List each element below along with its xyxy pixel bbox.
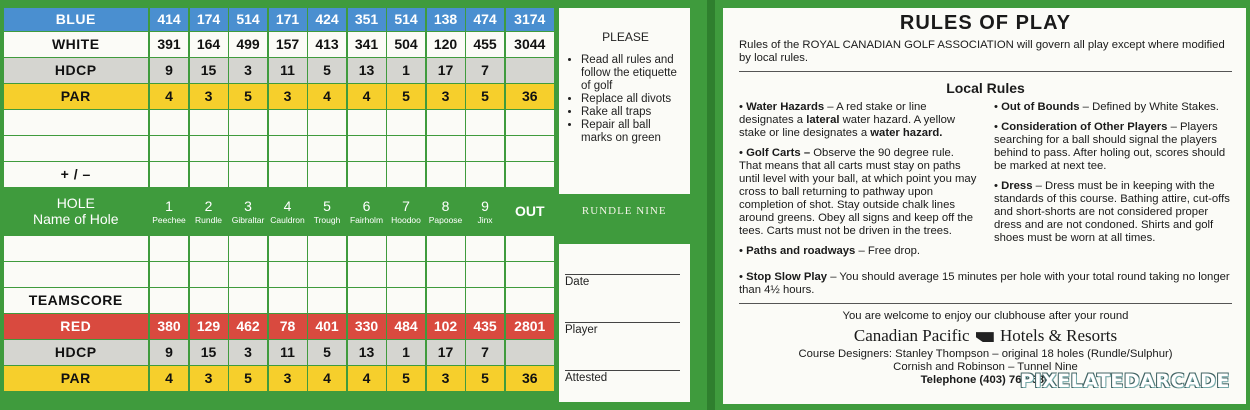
telephone: Telephone (403) 762-680 (920, 374, 1051, 386)
attested-label: Attested (565, 372, 608, 384)
plusminus-hole-6[interactable] (348, 162, 386, 187)
white-hole-1: 391 (150, 32, 188, 57)
rules-title: RULES OF PLAY (899, 12, 1072, 34)
hdcp-hole-1: 9 (150, 58, 188, 83)
par2-hole-9: 5 (466, 366, 504, 391)
blank2-hole-4[interactable] (269, 136, 307, 161)
please-list (569, 54, 682, 145)
plusminus-hole-1[interactable] (150, 162, 188, 187)
white-hole-3: 499 (229, 32, 267, 57)
red-hole-5: 401 (308, 314, 346, 339)
hdcp2-label: HDCP (4, 340, 148, 365)
hole-8-header (427, 188, 465, 235)
par2-out: 36 (506, 366, 555, 391)
hdcp-hole-2: 15 (190, 58, 228, 83)
par-hole-2: 3 (190, 84, 228, 109)
hole-5-header (308, 188, 346, 235)
designers-line-2: Cornish and Robinson – Tunnel Nine (893, 361, 1078, 373)
hole-6-header (348, 188, 386, 235)
blank3-hole-3[interactable] (229, 236, 267, 261)
plusminus-hole-8[interactable] (427, 162, 465, 187)
teamscore-label: TEAMSCORE (4, 288, 148, 313)
par-hole-9: 5 (466, 84, 504, 109)
blank1-hole-8[interactable] (427, 110, 465, 135)
par-hole-5: 4 (308, 84, 346, 109)
plusminus-hole-4[interactable] (269, 162, 307, 187)
plusminus-hole-3[interactable] (229, 162, 267, 187)
plusminus-out[interactable] (506, 162, 555, 187)
blank1-label (4, 110, 148, 135)
hole-1-header (150, 188, 188, 235)
hdcp-label: HDCP (4, 58, 148, 83)
plusminus-hole-5[interactable] (308, 162, 346, 187)
blank2-hole-9[interactable] (466, 136, 504, 161)
hdcp2-out (506, 340, 555, 365)
rules-left-column (739, 101, 977, 265)
teamscore-hole-8[interactable] (427, 288, 465, 313)
blank4-hole-6[interactable] (348, 262, 386, 287)
par2-hole-6: 4 (348, 366, 386, 391)
blank2-hole-6[interactable] (348, 136, 386, 161)
red-out: 2801 (506, 314, 555, 339)
blank1-hole-6[interactable] (348, 110, 386, 135)
water-hazards-rule: • Water Hazards – A red stake or line designates a lateral water hazard. A yellow stake or line designates a water hazard. (739, 101, 956, 139)
blue-out: 3174 (506, 8, 555, 31)
hole-name: Trough (313, 214, 341, 225)
blank2-hole-8[interactable] (427, 136, 465, 161)
blank3-hole-9[interactable] (466, 236, 504, 261)
blank4-hole-3[interactable] (229, 262, 267, 287)
red-label: RED (4, 314, 148, 339)
blank3-hole-8[interactable] (427, 236, 465, 261)
white-hole-5: 413 (308, 32, 346, 57)
par-hole-7: 5 (387, 84, 425, 109)
hole-header-label (4, 188, 148, 235)
please-item: • Read all rules and follow the etiquette of golf (581, 54, 682, 93)
out-of-bounds-rule: • Out of Bounds – Defined by White Stakes. (994, 101, 1219, 113)
hole-name: Papoose (428, 214, 463, 225)
blank2-hole-2[interactable] (190, 136, 228, 161)
red-hole-4: 78 (269, 314, 307, 339)
hole-number: 2 (204, 197, 213, 214)
par-label: PAR (4, 84, 148, 109)
blank1-hole-2[interactable] (190, 110, 228, 135)
cp-logo: Canadian Pacific Hotels & Resorts (853, 326, 1118, 345)
hdcp2-hole-7: 1 (387, 340, 425, 365)
blank2-hole-1[interactable] (150, 136, 188, 161)
watermark: PIXELATEDARCADE (1020, 370, 1230, 392)
teamscore-hole-9[interactable] (466, 288, 504, 313)
blank3-label (4, 236, 148, 261)
blank2-out[interactable] (506, 136, 555, 161)
designers-line-1: Course Designers: Stanley Thompson – original 18 holes (Rundle/Sulphur) (798, 348, 1173, 360)
hdcp2-hole-3: 3 (229, 340, 267, 365)
par-hole-4: 3 (269, 84, 307, 109)
white-hole-9: 455 (466, 32, 504, 57)
blue-hole-4: 171 (269, 8, 307, 31)
plusminus-hole-9[interactable] (466, 162, 504, 187)
welcome-text: You are welcome to enjoy our clubhouse after your round (842, 310, 1129, 322)
par2-hole-2: 3 (190, 366, 228, 391)
hole-name: Peechee (152, 214, 186, 225)
blank2-hole-5[interactable] (308, 136, 346, 161)
hdcp-hole-8: 17 (427, 58, 465, 83)
par2-hole-5: 4 (308, 366, 346, 391)
teamscore-hole-5[interactable] (308, 288, 346, 313)
hole-name: Cauldron (270, 214, 305, 225)
hole-name: Gibraltar (231, 214, 265, 225)
blue-hole-7: 514 (387, 8, 425, 31)
hole-name-label: Name of Hole (32, 211, 119, 228)
par2-label: PAR (4, 366, 148, 391)
blank4-hole-1[interactable] (150, 262, 188, 287)
teamscore-hole-3[interactable] (229, 288, 267, 313)
hdcp-hole-6: 13 (348, 58, 386, 83)
hdcp2-hole-6: 13 (348, 340, 386, 365)
blue-hole-1: 414 (150, 8, 188, 31)
hdcp2-hole-4: 11 (269, 340, 307, 365)
blank3-hole-4[interactable] (269, 236, 307, 261)
hole-2-header (190, 188, 228, 235)
please-item: • Rake all traps (581, 106, 682, 119)
paths-rule: • Paths and roadways – Free drop. (739, 245, 921, 257)
nine-name: RUNDLE NINE (581, 205, 667, 218)
blue-hole-9: 474 (466, 8, 504, 31)
hole-number: 4 (283, 197, 292, 214)
par2-hole-4: 3 (269, 366, 307, 391)
blank1-hole-1[interactable] (150, 110, 188, 135)
date-label: Date (565, 276, 590, 288)
please-item: • Repair all ball marks on green (581, 119, 682, 145)
white-hole-7: 504 (387, 32, 425, 57)
hdcp-hole-4: 11 (269, 58, 307, 83)
blank3-hole-7[interactable] (387, 236, 425, 261)
white-hole-8: 120 (427, 32, 465, 57)
hole-number: 5 (323, 197, 331, 214)
hole-label: HOLE (56, 195, 95, 212)
blue-hole-5: 424 (308, 8, 346, 31)
blue-hole-2: 174 (190, 8, 228, 31)
teamscore-hole-1[interactable] (150, 288, 188, 313)
par2-hole-8: 3 (427, 366, 465, 391)
plusminus-hole-7[interactable] (387, 162, 425, 187)
red-hole-9: 435 (466, 314, 504, 339)
hdcp-hole-5: 5 (308, 58, 346, 83)
local-rules-title: Local Rules (946, 80, 1025, 96)
blank2-hole-7[interactable] (387, 136, 425, 161)
hdcp2-hole-5: 5 (308, 340, 346, 365)
signature-box (559, 244, 690, 402)
par-hole-6: 4 (348, 84, 386, 109)
hdcp-hole-9: 7 (466, 58, 504, 83)
player-line[interactable] (565, 322, 680, 323)
white-label: WHITE (4, 32, 148, 57)
blank3-hole-6[interactable] (348, 236, 386, 261)
blue-hole-8: 138 (427, 8, 465, 31)
divider (739, 303, 1232, 304)
please-item: • Replace all divots (581, 93, 682, 106)
blank4-hole-9[interactable] (466, 262, 504, 287)
local-rules-columns (739, 101, 1232, 265)
hole-number: 9 (481, 197, 489, 214)
hole-9-header (466, 188, 504, 235)
hdcp2-hole-8: 17 (427, 340, 465, 365)
blank1-hole-5[interactable] (308, 110, 346, 135)
teamscore-hole-7[interactable] (387, 288, 425, 313)
card-fold (707, 0, 715, 410)
hole-name: Jinx (477, 214, 493, 225)
blank1-hole-3[interactable] (229, 110, 267, 135)
teamscore-hole-6[interactable] (348, 288, 386, 313)
teamscore-out[interactable] (506, 288, 555, 313)
player-label: Player (565, 324, 598, 336)
blank2-hole-3[interactable] (229, 136, 267, 161)
blank3-hole-5[interactable] (308, 236, 346, 261)
par2-hole-3: 5 (229, 366, 267, 391)
blank1-hole-7[interactable] (387, 110, 425, 135)
blank1-out[interactable] (506, 110, 555, 135)
consideration-rule: • Consideration of Other Players – Players searching for a ball should signal the players behind to pass. After holing out, scores should be marked at next tee. (994, 121, 1226, 172)
teamscore-hole-4[interactable] (269, 288, 307, 313)
slow-play-rule: • Stop Slow Play – You should average 15 minutes per hole with your total round taking no longer than 4½ hours. (739, 271, 1230, 296)
attested-line[interactable] (565, 370, 680, 371)
red-hole-2: 129 (190, 314, 228, 339)
blank3-hole-2[interactable] (190, 236, 228, 261)
hdcp-out (506, 58, 555, 83)
white-hole-2: 164 (190, 32, 228, 57)
rules-right-column (994, 101, 1232, 265)
hole-name: Hoodoo (391, 214, 421, 225)
hole-name: Rundle (195, 214, 222, 225)
teamscore-hole-2[interactable] (190, 288, 228, 313)
cp-flag-icon (976, 332, 994, 342)
par-hole-8: 3 (427, 84, 465, 109)
par-out: 36 (506, 84, 555, 109)
please-box (559, 8, 690, 194)
hole-number: 1 (165, 197, 173, 214)
par2-hole-1: 4 (150, 366, 188, 391)
white-hole-6: 341 (348, 32, 386, 57)
red-hole-6: 330 (348, 314, 386, 339)
blank4-hole-2[interactable] (190, 262, 228, 287)
blank1-hole-4[interactable] (269, 110, 307, 135)
hdcp2-hole-2: 15 (190, 340, 228, 365)
blank1-hole-9[interactable] (466, 110, 504, 135)
white-hole-4: 157 (269, 32, 307, 57)
hole-3-header (229, 188, 267, 235)
blank2-label (4, 136, 148, 161)
blank4-hole-4[interactable] (269, 262, 307, 287)
blank4-hole-5[interactable] (308, 262, 346, 287)
date-line[interactable] (565, 274, 680, 275)
hdcp-hole-3: 3 (229, 58, 267, 83)
hole-name: Fairholm (349, 214, 384, 225)
par-hole-1: 4 (150, 84, 188, 109)
hole-7-header (387, 188, 425, 235)
par2-hole-7: 5 (387, 366, 425, 391)
hole-number: 8 (441, 197, 450, 214)
blank3-hole-1[interactable] (150, 236, 188, 261)
hdcp2-hole-9: 7 (466, 340, 504, 365)
red-hole-1: 380 (150, 314, 188, 339)
please-title: PLEASE (602, 30, 649, 44)
red-hole-7: 484 (387, 314, 425, 339)
hole-number: 3 (244, 197, 252, 214)
blue-hole-3: 514 (229, 8, 267, 31)
golf-carts-rule: • Golf Carts – Observe the 90 degree rule. That means that all carts must stay on paths until level with your ball, at which point you may cross to ball returning to pathway upon completion of shot. Stay outside chalk lines around greens. Obey all signs and keep off the tees. Carts must not be driven in the trees. (739, 147, 977, 237)
blue-hole-6: 351 (348, 8, 386, 31)
hdcp-hole-7: 1 (387, 58, 425, 83)
divider (739, 71, 1232, 72)
blank3-out[interactable] (506, 236, 555, 261)
hole-4-header (269, 188, 307, 235)
blue-label: BLUE (4, 8, 148, 31)
hole-number: 7 (402, 197, 410, 214)
rules-page (723, 8, 1246, 404)
plusminus-hole-2[interactable] (190, 162, 228, 187)
plusminus-label: + / – (4, 162, 148, 187)
blank4-out[interactable] (506, 262, 555, 287)
blank4-label (4, 262, 148, 287)
red-hole-3: 462 (229, 314, 267, 339)
white-out: 3044 (506, 32, 555, 57)
par-hole-3: 5 (229, 84, 267, 109)
red-hole-8: 102 (427, 314, 465, 339)
hole-number: 6 (362, 197, 371, 214)
hdcp2-hole-1: 9 (150, 340, 188, 365)
blank4-hole-8[interactable] (427, 262, 465, 287)
dress-rule: • Dress – Dress must be in keeping with the standards of this course. Bathing attire, cut-offs and short-shorts are not considered proper dress and are not condoned. Shirts and golf shoes must be worn at all times. (994, 180, 1230, 244)
rules-intro: Rules of the ROYAL CANADIAN GOLF ASSOCIATION will govern all play except where modified by local rules. (739, 39, 1225, 64)
out-header: OUT (514, 203, 545, 220)
blank4-hole-7[interactable] (387, 262, 425, 287)
